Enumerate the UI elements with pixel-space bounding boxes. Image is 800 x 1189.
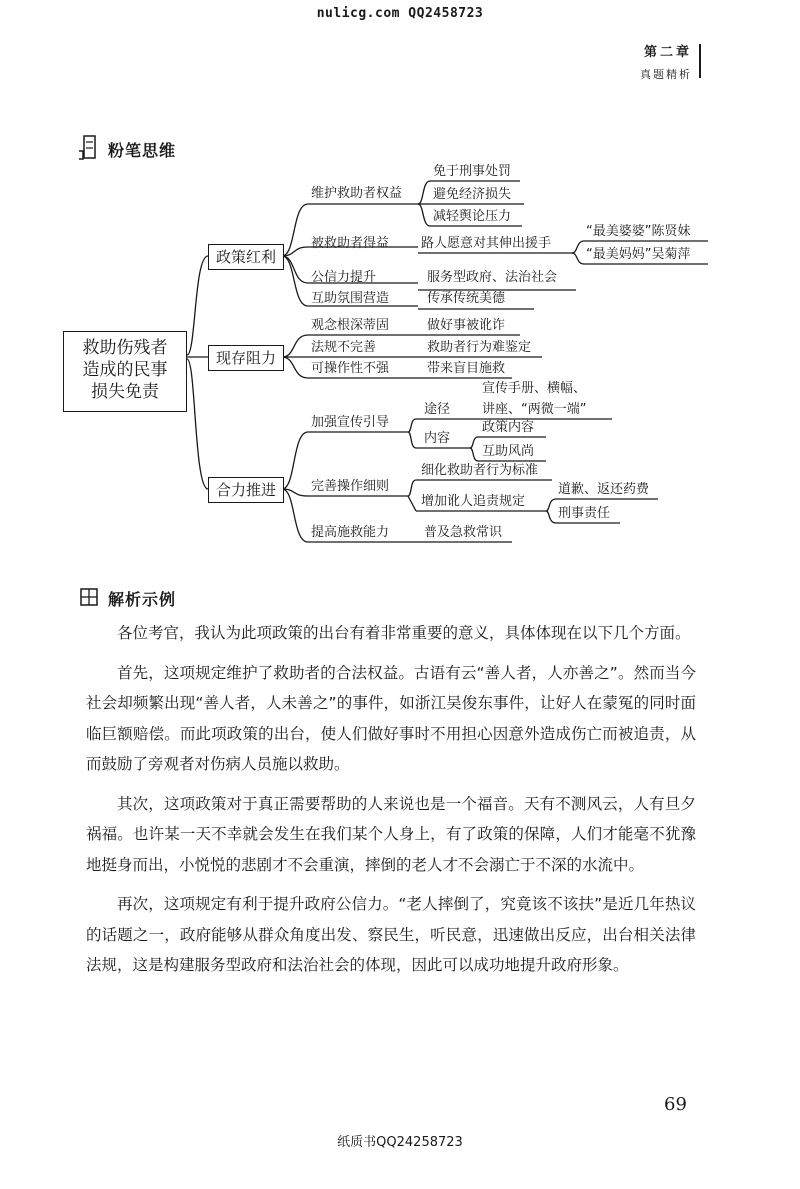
node-extortion-liability: 增加讹人追责规定 (421, 494, 526, 509)
node-reduce-pressure: 减轻舆论压力 (433, 209, 512, 224)
mindmap-root (63, 331, 187, 412)
branch-joint-promotion: 合力推进 (208, 477, 284, 503)
analysis-body (86, 618, 696, 990)
node-channel-line-2: 讲座、“两微一端” (482, 402, 587, 417)
node-best-mom: “最美妈妈”吴菊萍 (586, 247, 691, 262)
branch-existing-resistance: 现存阻力 (208, 345, 284, 371)
node-channel-line-1: 宣传手册、横幅、 (482, 381, 587, 396)
node-refine-rules: 完善操作细则 (311, 479, 390, 494)
branch-policy-benefit: 政策红利 (208, 244, 284, 270)
root-line-3: 损失免责 (91, 382, 159, 402)
node-apology-refund: 道歉、返还药费 (558, 482, 650, 497)
node-hard-to-judge: 救助者行为难鉴定 (427, 340, 532, 355)
node-channel: 途径 (424, 402, 451, 417)
node-virtue: 传承传统美德 (427, 291, 506, 306)
node-publicity: 加强宣传引导 (311, 415, 390, 430)
node-law-incomplete: 法规不完善 (311, 340, 377, 355)
chapter-title: 第二章 (643, 45, 692, 60)
node-protect-rescuer: 维护救助者权益 (311, 186, 403, 201)
node-rescue-ability: 提高施救能力 (311, 525, 390, 540)
root-line-1: 救助伤残者 (82, 338, 168, 358)
node-passers-help: 路人愿意对其伸出援手 (421, 236, 552, 251)
page-number: 69 (664, 1094, 687, 1115)
node-recipient-benefit: 被救助者得益 (311, 236, 390, 251)
paragraph-third: 再次，这项规定有利于提升政府公信力。“老人摔倒了，究竟该不该扶”是近几年热议的话题之一，政府能够从群众角度出发、察民生，听民意，迅速做出反应，出台相关法律法规，这是构建服务型政府和法治社会的体现，因此可以成功地提升政府形象。 (86, 895, 696, 974)
chapter-section: 真题精析 (640, 68, 692, 81)
node-content: 内容 (424, 431, 451, 446)
analysis-section-title: 解析示例 (108, 590, 177, 609)
node-service-gov: 服务型政府、法治社会 (427, 270, 558, 285)
node-first-aid: 普及急救常识 (424, 525, 503, 540)
node-best-grandma: “最美婆婆”陈贤妹 (586, 224, 691, 239)
top-watermark: nulicg.com QQ2458723 (316, 6, 484, 21)
node-credibility: 公信力提升 (311, 270, 377, 285)
node-mutual-trend: 互助风尚 (482, 444, 535, 459)
node-low-operability: 可操作性不强 (311, 361, 390, 376)
node-extortion: 做好事被讹诈 (427, 318, 506, 333)
mindmap-connectors (0, 0, 800, 560)
node-mutual-aid: 互助氛围营造 (311, 291, 390, 306)
paragraph-intro: 各位考官，我认为此项政策的出台有着非常重要的意义，具体体现在以下几个方面。 (117, 624, 691, 642)
node-criminal-exemption: 免于刑事处罚 (433, 164, 512, 179)
node-criminal-liability: 刑事责任 (558, 506, 611, 521)
node-blind-rescue: 带来盲目施救 (427, 361, 506, 376)
grid-icon (80, 588, 98, 606)
bottom-watermark: 纸质书QQ24258723 (337, 1135, 463, 1150)
paragraph-second: 其次，这项政策对于真正需要帮助的人来说也是一个福音。天有不测风云，人有旦夕祸福。也许某一天不幸就会发生在我们某个人身上，有了政策的保障，人们才能毫不犹豫地挺身而出，小悦悦的悲剧才不会重演，摔倒的老人才不会溺亡于不深的水流中。 (86, 794, 696, 874)
node-deep-belief: 观念根深蒂固 (311, 318, 390, 333)
paragraph-first: 首先，这项规定维护了救助者的合法权益。古语有云“善人者，人亦善之”。然而当今社会却频繁出现“善人者，人未善之”的事件，如浙江吴俊东事件，让好人在蒙冤的同时面临巨额赔偿。而此项政策的出台，使人们做好事时不用担心因意外造成伤亡而被追责，从而鼓励了旁观者对伤病人员施以救助。 (86, 663, 696, 773)
node-policy-content: 政策内容 (482, 420, 535, 435)
node-avoid-loss: 避免经济损失 (433, 187, 512, 202)
root-line-2: 造成的民事 (82, 360, 168, 380)
mindmap-section-title: 粉笔思维 (108, 141, 177, 160)
node-rescuer-standard: 细化救助者行为标准 (421, 463, 539, 478)
